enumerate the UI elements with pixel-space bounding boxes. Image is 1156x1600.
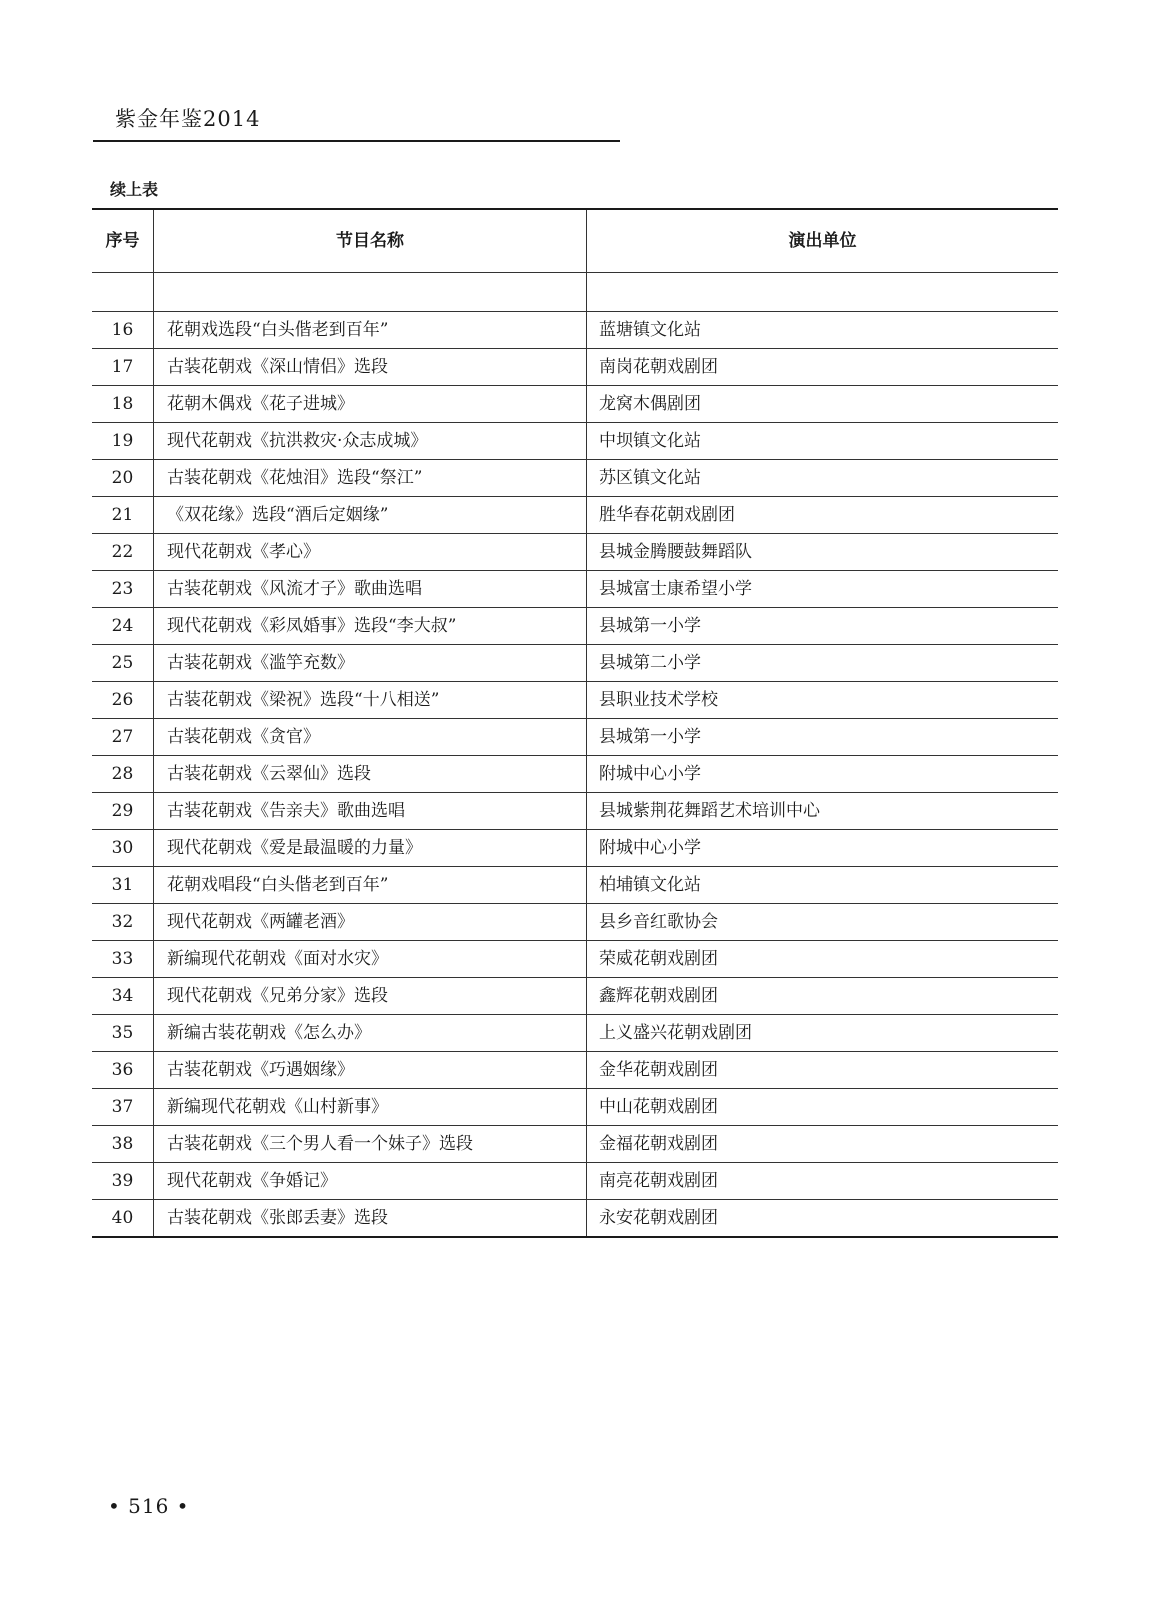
row-number: 27: [92, 719, 154, 756]
row-number: 28: [92, 756, 154, 793]
table-row: [92, 534, 1058, 571]
program-name: 古装花朝戏《梁祝》选段“十八相送”: [154, 682, 587, 719]
performing-unit: 龙窝木偶剧团: [587, 386, 1059, 423]
performing-unit: 金华花朝戏剧团: [587, 1052, 1059, 1089]
program-name: 古装花朝戏《张郎丢妻》选段: [154, 1200, 587, 1238]
program-name: 现代花朝戏《彩凤婚事》选段“李大叔”: [154, 608, 587, 645]
performing-unit: 县城紫荆花舞蹈艺术培训中心: [587, 793, 1059, 830]
performing-unit: 县城金腾腰鼓舞蹈队: [587, 534, 1059, 571]
performing-unit: 蓝塘镇文化站: [587, 312, 1059, 349]
performing-unit: 南岗花朝戏剧团: [587, 349, 1059, 386]
table-row: [92, 1126, 1058, 1163]
table-row: [92, 719, 1058, 756]
row-number: 24: [92, 608, 154, 645]
program-name: 古装花朝戏《贪官》: [154, 719, 587, 756]
program-name: 古装花朝戏《云翠仙》选段: [154, 756, 587, 793]
row-number: 34: [92, 978, 154, 1015]
program-name: 新编古装花朝戏《怎么办》: [154, 1015, 587, 1052]
program-name: 现代花朝戏《争婚记》: [154, 1163, 587, 1200]
performing-unit: 苏区镇文化站: [587, 460, 1059, 497]
row-number: 40: [92, 1200, 154, 1238]
performing-unit: 附城中心小学: [587, 830, 1059, 867]
table-row: [92, 460, 1058, 497]
blank-cell: [92, 273, 154, 312]
row-number: 22: [92, 534, 154, 571]
program-name: 古装花朝戏《滥竽充数》: [154, 645, 587, 682]
program-name: 花朝木偶戏《花子进城》: [154, 386, 587, 423]
performing-unit: 中山花朝戏剧团: [587, 1089, 1059, 1126]
program-name: 新编现代花朝戏《面对水灾》: [154, 941, 587, 978]
row-number: 26: [92, 682, 154, 719]
table-row: [92, 1163, 1058, 1200]
program-name: 古装花朝戏《巧遇姻缘》: [154, 1052, 587, 1089]
blank-row: [92, 273, 1058, 312]
blank-cell: [587, 273, 1059, 312]
table-row: [92, 830, 1058, 867]
table-row: [92, 904, 1058, 941]
performing-unit: 县城第二小学: [587, 645, 1059, 682]
program-name: 古装花朝戏《告亲夫》歌曲选唱: [154, 793, 587, 830]
row-number: 37: [92, 1089, 154, 1126]
performing-unit: 县城第一小学: [587, 719, 1059, 756]
table-body: [92, 273, 1058, 1238]
row-number: 36: [92, 1052, 154, 1089]
table-row: [92, 645, 1058, 682]
table-row: [92, 793, 1058, 830]
program-name: 现代花朝戏《抗洪救灾·众志成城》: [154, 423, 587, 460]
program-name: 古装花朝戏《深山情侣》选段: [154, 349, 587, 386]
table-row: [92, 682, 1058, 719]
performing-unit: 县乡音红歌协会: [587, 904, 1059, 941]
table-row: [92, 1052, 1058, 1089]
row-number: 21: [92, 497, 154, 534]
table-row: [92, 1200, 1058, 1238]
row-number: 31: [92, 867, 154, 904]
program-name: 现代花朝戏《爱是最温暖的力量》: [154, 830, 587, 867]
performing-unit: 上义盛兴花朝戏剧团: [587, 1015, 1059, 1052]
row-number: 17: [92, 349, 154, 386]
table-row: [92, 978, 1058, 1015]
performing-unit: 县城富士康希望小学: [587, 571, 1059, 608]
program-name: 花朝戏选段“白头偕老到百年”: [154, 312, 587, 349]
performing-unit: 荣威花朝戏剧团: [587, 941, 1059, 978]
table-row: [92, 1015, 1058, 1052]
table-row: [92, 608, 1058, 645]
performing-unit: 中坝镇文化站: [587, 423, 1059, 460]
row-number: 25: [92, 645, 154, 682]
row-number: 30: [92, 830, 154, 867]
performing-unit: 附城中心小学: [587, 756, 1059, 793]
column-header-program: 节目名称: [154, 209, 587, 273]
row-number: 20: [92, 460, 154, 497]
column-header-no: 序号: [92, 209, 154, 273]
header-rule: [93, 140, 620, 142]
program-name: 现代花朝戏《兄弟分家》选段: [154, 978, 587, 1015]
performing-unit: 金福花朝戏剧团: [587, 1126, 1059, 1163]
continued-label: 续上表: [110, 180, 159, 199]
row-number: 32: [92, 904, 154, 941]
performing-unit: 南亮花朝戏剧团: [587, 1163, 1059, 1200]
program-name: 现代花朝戏《孝心》: [154, 534, 587, 571]
table-header-row: [92, 209, 1058, 273]
program-name: 花朝戏唱段“白头偕老到百年”: [154, 867, 587, 904]
performing-unit: 鑫辉花朝戏剧团: [587, 978, 1059, 1015]
row-number: 16: [92, 312, 154, 349]
performing-unit: 胜华春花朝戏剧团: [587, 497, 1059, 534]
row-number: 29: [92, 793, 154, 830]
table-row: [92, 423, 1058, 460]
table-row: [92, 312, 1058, 349]
row-number: 35: [92, 1015, 154, 1052]
performing-unit: 县职业技术学校: [587, 682, 1059, 719]
performing-unit: 柏埔镇文化站: [587, 867, 1059, 904]
row-number: 38: [92, 1126, 154, 1163]
blank-cell: [154, 273, 587, 312]
table-row: [92, 756, 1058, 793]
table-row: [92, 349, 1058, 386]
table-row: [92, 867, 1058, 904]
row-number: 39: [92, 1163, 154, 1200]
row-number: 23: [92, 571, 154, 608]
table-row: [92, 386, 1058, 423]
performing-unit: 永安花朝戏剧团: [587, 1200, 1059, 1238]
row-number: 19: [92, 423, 154, 460]
program-name: 现代花朝戏《两罐老酒》: [154, 904, 587, 941]
row-number: 33: [92, 941, 154, 978]
row-number: 18: [92, 386, 154, 423]
page-number: • 516 •: [108, 1494, 190, 1518]
program-name: 古装花朝戏《花烛泪》选段“祭江”: [154, 460, 587, 497]
performing-unit: 县城第一小学: [587, 608, 1059, 645]
table-row: [92, 497, 1058, 534]
program-name: 《双花缘》选段“酒后定姻缘”: [154, 497, 587, 534]
program-table: [92, 208, 1058, 1238]
table-row: [92, 571, 1058, 608]
table-row: [92, 941, 1058, 978]
running-head: 紫金年鉴2014: [115, 107, 261, 131]
column-header-unit: 演出单位: [587, 209, 1059, 273]
table-row: [92, 1089, 1058, 1126]
program-name: 新编现代花朝戏《山村新事》: [154, 1089, 587, 1126]
program-name: 古装花朝戏《三个男人看一个妹子》选段: [154, 1126, 587, 1163]
program-name: 古装花朝戏《风流才子》歌曲选唱: [154, 571, 587, 608]
